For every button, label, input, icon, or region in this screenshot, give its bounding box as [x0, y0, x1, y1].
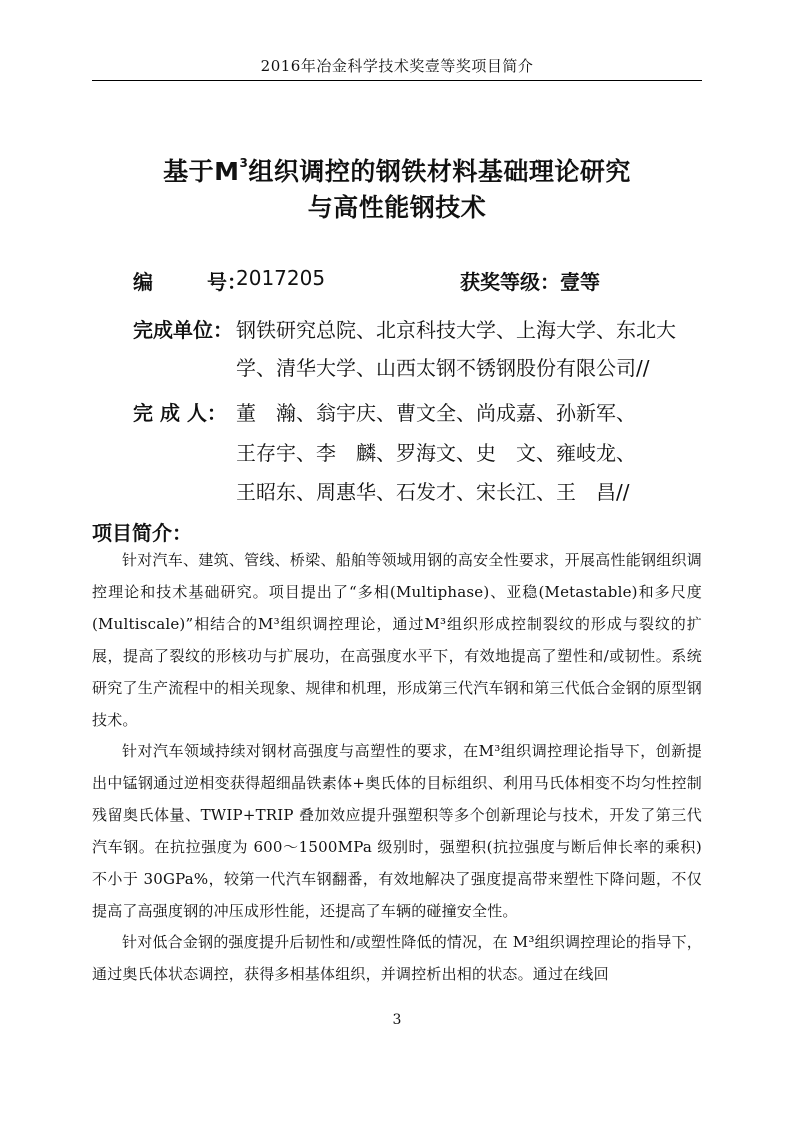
title-superscript: 3 — [239, 155, 249, 170]
serial-label-char1: 编 — [133, 270, 153, 294]
people-line-1: 董 瀚、翁宇庆、曹文全、尚成嘉、孙新军、 — [236, 401, 636, 425]
section-title: 项目简介： — [92, 521, 192, 545]
title-suffix: 组织调控的钢铁材料基础理论研究 — [248, 157, 631, 186]
units-line-2: 学、清华大学、山西太钢不锈钢股份有限公司// — [236, 356, 650, 380]
people-label: 完 成 人： — [133, 401, 227, 425]
units-line-1: 钢铁研究总院、北京科技大学、上海大学、东北大 — [236, 318, 676, 342]
paragraph-1: 针对汽车、建筑、管线、桥梁、船舶等领域用钢的高安全性要求，开展高性能钢组织调控理论和技术基础研究。项目提出了“多相(Multiphase)、亚稳(Metastable)和多尺度(Multiscale)”相结合的M³组织调控理论，通过M³组织形成控制裂纹的形成与裂纹的扩展，提高了裂纹的形核功与扩展功，在高强度水平下，有效地提高了塑性和/或韧性。系统研究了生产流程中的相关现象、规律和机理，形成第三代汽车钢和第三代低合金钢的原型钢技术。 — [92, 551, 702, 729]
serial-value: 2017205 — [236, 266, 326, 290]
serial-label-char2: 号： — [207, 270, 247, 294]
people-line-2: 王存宇、李 麟、罗海文、史 文、雍岐龙、 — [236, 441, 636, 465]
units-label: 完成单位： — [133, 318, 233, 342]
people-line-3: 王昭东、周惠华、石发才、宋长江、王 昌// — [236, 480, 630, 504]
title-prefix: 基于M — [163, 157, 240, 186]
paragraph-2: 针对汽车领域持续对钢材高强度与高塑性的要求，在M³组织调控理论指导下，创新提出中锰钢通过逆相变获得超细晶铁素体+奥氏体的目标组织、利用马氏体相变不均匀性控制残留奥氏体量、TWIP+TRIP 叠加效应提升强塑积等多个创新理论与技术，开发了第三代汽车钢。在抗拉强度为 600～1500MPa 级别时，强塑积(抗拉强度与断后伸长率的乘积)不小于 30GPa%，较第一代汽车钢翻番，有效地解决了强度提高带来塑性下降问题，不仅提高了高强度钢的冲压成形性能，还提高了车辆的碰撞安全性。 — [92, 742, 702, 920]
page-number: 3 — [392, 1012, 402, 1028]
page-header: 2016年冶金科学技术奖壹等奖项目简介 — [260, 57, 534, 75]
award-level: 获奖等级：壹等 — [460, 270, 600, 294]
header-rule — [92, 80, 702, 81]
document-title-line2: 与高性能钢技术 — [307, 193, 487, 222]
document-title-line1 — [0, 152, 794, 188]
paragraph-3: 针对低合金钢的强度提升后韧性和/或塑性降低的情况，在 M³组织调控理论的指导下，通过奥氏体状态调控，获得多相基体组织，并调控析出相的状态。通过在线回 — [92, 933, 702, 983]
serial-label — [133, 266, 247, 295]
